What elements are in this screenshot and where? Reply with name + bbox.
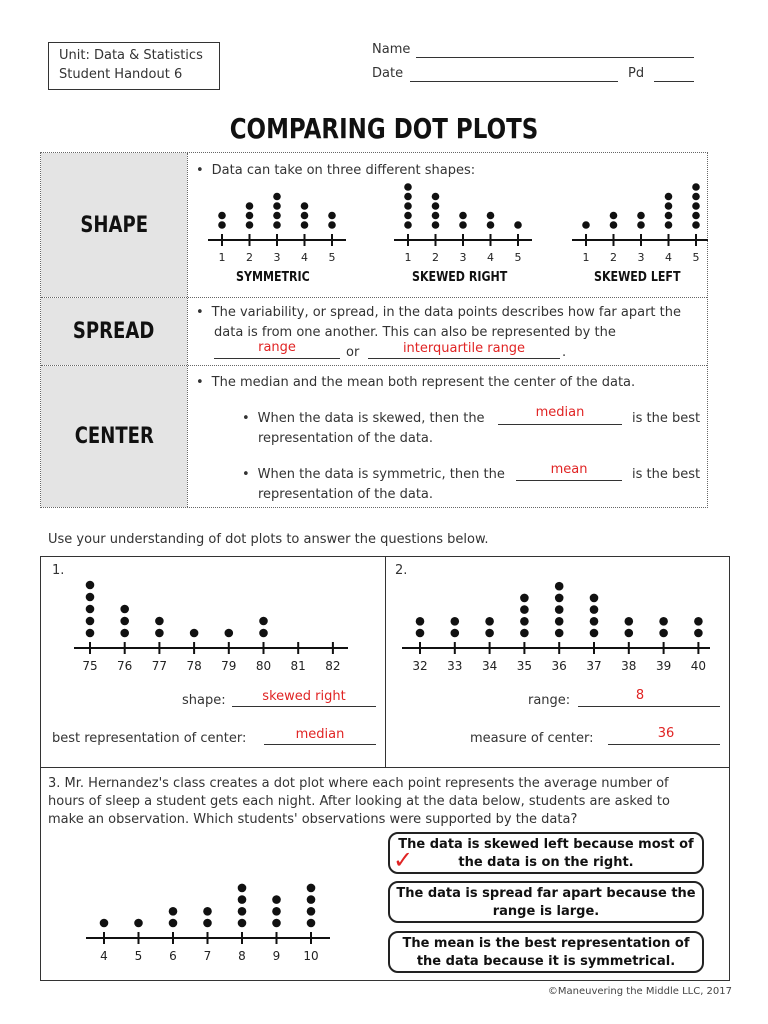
date-field[interactable] (410, 81, 618, 82)
shape-plot-1-dot (273, 193, 281, 201)
shape-plot-2-tick-label: 2 (432, 251, 439, 264)
q1-shape-blank (232, 706, 376, 707)
q3-dot (203, 907, 212, 916)
shape-plot-1-dot (328, 221, 336, 229)
q1-shape-answer: skewed right (262, 689, 346, 704)
q3-tick-label: 10 (303, 949, 319, 963)
instructions: Use your understanding of dot plots to answer the questions below. (48, 532, 489, 547)
q2-tick-label: 37 (586, 659, 602, 673)
q3-dot (100, 919, 109, 928)
shape-plot-3-dot (665, 202, 673, 210)
q3-dot-plot (78, 858, 340, 968)
shape-plot-1-dot (273, 212, 281, 220)
shape-plot-3-tick-label: 3 (637, 251, 645, 264)
q1-tick-label: 79 (221, 659, 237, 673)
shape-dot-plots (196, 178, 708, 266)
q1-dot (259, 617, 268, 626)
q2-tick-label: 39 (655, 659, 672, 673)
q3-option-1[interactable] (388, 832, 704, 874)
shape-plot-2-dot (404, 212, 412, 220)
q1-tick-label: 81 (290, 659, 306, 673)
shape-plot-2-tick-label: 5 (514, 251, 522, 264)
shape-plot-3-dot (637, 221, 645, 229)
q3-tick-label: 6 (169, 949, 177, 963)
center-intro: • The median and the mean both represent the center of the data. (196, 374, 635, 392)
shape-plot-1-dot (246, 221, 254, 229)
center-label: CENTER (74, 424, 154, 449)
q2-dot (659, 617, 668, 626)
q2-dot (485, 617, 494, 626)
shape-plot-2-dot (404, 221, 412, 229)
q1-dot (155, 629, 164, 638)
spread-blank-1 (214, 358, 340, 359)
q2-dot (659, 629, 668, 638)
spread-blank-2 (368, 358, 560, 359)
q2-center-blank (608, 744, 720, 745)
q3-dot (307, 884, 316, 893)
q2-dot (555, 617, 564, 626)
spread-line2: data is from one another. This can also be represented by the (214, 325, 616, 340)
q1-tick-label: 77 (151, 659, 168, 673)
q1-dot (120, 617, 129, 626)
shape-plot-2-dot (432, 221, 440, 229)
option-3-line1: The mean is the best representation of (402, 936, 690, 951)
shape-plot-1-tick-label: 5 (328, 251, 336, 264)
q1-dot (120, 605, 129, 614)
shape-plot-3-tick-label: 5 (692, 251, 700, 264)
option-1-line1: The data is skewed left because most of (398, 837, 694, 852)
q3-dot (307, 919, 316, 928)
q2-tick-label: 32 (412, 659, 428, 673)
row-divider (41, 297, 707, 298)
spread-label: SPREAD (73, 319, 155, 344)
shape-plot-2-dot (514, 221, 522, 229)
unit-line: Unit: Data & Statistics (59, 48, 203, 63)
q1-tick-label: 75 (82, 659, 98, 673)
shape-plot-1-tick-label: 2 (246, 251, 253, 264)
skewed-answer: median (535, 405, 585, 420)
q1-dot (86, 605, 95, 614)
q3-dot (307, 895, 316, 904)
q2-dot (451, 629, 460, 638)
q1-dot (86, 593, 95, 602)
q2-dot (416, 629, 425, 638)
shape-plot-3-tick-label: 2 (610, 251, 617, 264)
skewed-blank (498, 424, 622, 425)
q3-dot (238, 884, 247, 893)
q2-dot (520, 594, 529, 603)
q1-shape-label: shape: (182, 693, 226, 708)
q3-dot (272, 919, 281, 928)
shape-plot-1-tick-label: 4 (301, 251, 308, 264)
q2-dot (625, 617, 634, 626)
q2-dot (625, 629, 634, 638)
q3-line1: 3. Mr. Hernandez's class creates a dot plot where each point represents the average number of (48, 776, 669, 791)
shape-plot-2-dot (459, 221, 467, 229)
q2-dot (451, 617, 460, 626)
shape-plot-2-dot (487, 212, 495, 220)
shape-plot-1-dot (301, 202, 309, 210)
q3-dot (238, 919, 247, 928)
shape-plot-2-tick-label: 4 (487, 251, 494, 264)
q1-tick-label: 80 (255, 659, 272, 673)
q3-option-3[interactable] (388, 931, 704, 973)
shape-plot-3-dot (665, 193, 673, 201)
q2-center-label: measure of center: (470, 731, 594, 746)
date-label: Date (372, 66, 404, 81)
q2-dot (520, 605, 529, 614)
shape-plot-1-dot (301, 221, 309, 229)
q3-dot (203, 919, 212, 928)
shape-plot-2-dot (432, 202, 440, 210)
shape-intro: • Data can take on three different shapes: (196, 162, 475, 180)
shape-plot-2-dot (432, 212, 440, 220)
symmetric-sentence-line2: representation of the data. (258, 487, 434, 502)
q2-dot (555, 594, 564, 603)
symmetric-answer: mean (550, 462, 588, 477)
shape-plot-3-dot (692, 202, 700, 210)
shape-plot-2-tick-label: 3 (459, 251, 467, 264)
q3-line3: make an observation. Which students' observations were supported by the data? (48, 812, 578, 827)
shape-plot-1-dot (218, 221, 226, 229)
q2-dot (520, 629, 529, 638)
pd-field[interactable] (654, 81, 694, 82)
shape-label-cell (41, 153, 187, 297)
option-3-line2: the data because it is symmetrical. (416, 954, 676, 969)
q1-center-label: best representation of center: (52, 731, 247, 746)
q1-center-blank (264, 744, 376, 745)
q3-tick-label: 7 (203, 949, 212, 963)
q2-dot (590, 594, 599, 603)
q2-tick-label: 38 (621, 659, 637, 673)
skewed-sentence-pre: • When the data is skewed, then the (242, 410, 485, 428)
shape-plot-3-dot (610, 212, 618, 220)
symmetric-label: SYMMETRIC (236, 270, 310, 285)
option-2-line2: range is large. (492, 904, 600, 919)
q2-tick-label: 40 (690, 659, 707, 673)
shape-plot-1-dot (273, 221, 281, 229)
spread-answer-1: range (258, 340, 296, 355)
period-text: . (562, 345, 567, 360)
shape-plot-1-tick-label: 1 (218, 251, 226, 264)
q2-dot-plot (398, 560, 718, 680)
shape-plot-1-dot (218, 212, 226, 220)
row-divider (41, 365, 707, 366)
q2-dot (520, 617, 529, 626)
shape-plot-2-dot (404, 202, 412, 210)
shape-plot-2-dot (404, 183, 412, 191)
shape-plot-1-dot (328, 212, 336, 220)
shape-plot-1-dot (301, 212, 309, 220)
skewed-sentence-line2: representation of the data. (258, 431, 434, 446)
shape-plot-3-tick-label: 4 (665, 251, 672, 264)
shape-plot-2-dot (404, 193, 412, 201)
q2-number: 2. (395, 563, 408, 578)
q2-dot (555, 629, 564, 638)
unit-box (48, 42, 220, 90)
q2-dot (590, 605, 599, 614)
q3-tick-label: 5 (134, 949, 143, 963)
q2-dot (694, 629, 703, 638)
q1-dot-plot (70, 560, 360, 680)
shape-plot-3-dot (692, 221, 700, 229)
q1-dot (86, 629, 95, 638)
shape-plot-3-dot (665, 221, 673, 229)
shape-plot-2-dot (432, 193, 440, 201)
skewed-sentence-post: is the best (632, 411, 701, 426)
column-divider (187, 153, 188, 507)
check-mark-icon: ✓ (393, 846, 414, 874)
q2-center-answer: 36 (657, 726, 675, 741)
q1-dot (86, 617, 95, 626)
name-label: Name (372, 42, 411, 57)
shape-plot-1-dot (246, 212, 254, 220)
page-title: COMPARING DOT PLOTS (229, 112, 539, 145)
q1-dot (190, 629, 199, 638)
shape-plot-2-dot (459, 212, 467, 220)
q1-tick-label: 76 (117, 659, 133, 673)
shape-plot-1-tick-label: 3 (273, 251, 281, 264)
symmetric-sentence-post: is the best (632, 467, 701, 482)
spread-label-cell (41, 298, 187, 365)
shape-plot-3-dot (610, 221, 618, 229)
q1-dot (225, 629, 234, 638)
name-field[interactable] (416, 57, 694, 58)
center-label-cell (41, 366, 187, 507)
pd-label: Pd (628, 66, 645, 81)
spread-line1: • The variability, or spread, in the data points describes how far apart the (196, 304, 681, 322)
q2-dot (555, 582, 564, 591)
q1-dot (155, 617, 164, 626)
q2-tick-label: 34 (481, 659, 498, 673)
q2-dot (555, 605, 564, 614)
q1-tick-label: 78 (186, 659, 202, 673)
option-1-line2: the data is on the right. (458, 855, 634, 870)
shape-plot-3-dot (582, 221, 590, 229)
q3-dot (272, 907, 281, 916)
q3-dot (272, 895, 281, 904)
q2-dot (485, 629, 494, 638)
shape-plot-3-tick-label: 1 (582, 251, 590, 264)
q2-tick-label: 35 (516, 659, 533, 673)
q3-dot (134, 919, 143, 928)
shape-plot-3-dot (665, 212, 673, 220)
spread-answer-2: interquartile range (402, 341, 526, 356)
skewed-left-label: SKEWED LEFT (594, 270, 681, 285)
q2-range-answer: 8 (635, 688, 645, 703)
shape-plot-3-dot (637, 212, 645, 220)
shape-plot-2-dot (487, 221, 495, 229)
q3-tick-label: 9 (272, 949, 281, 963)
shape-label: SHAPE (80, 212, 148, 238)
q1-dot (259, 629, 268, 638)
footer-copyright: ©Maneuvering the Middle LLC, 2017 (547, 986, 732, 997)
q2-dot (694, 617, 703, 626)
shape-plot-3-dot (692, 183, 700, 191)
shape-plot-2-tick-label: 1 (404, 251, 412, 264)
q3-line2: hours of sleep a student gets each night. After looking at the data below, students are asked to (48, 794, 670, 809)
handout-line: Student Handout 6 (59, 67, 183, 82)
shape-plot-3-dot (692, 212, 700, 220)
q1-number: 1. (52, 563, 65, 578)
q2-tick-label: 33 (447, 659, 463, 673)
q3-dot (307, 907, 316, 916)
or-text: or (346, 345, 360, 360)
q2-range-label: range: (528, 693, 571, 708)
q2-dot (590, 617, 599, 626)
q2-range-blank (578, 706, 720, 707)
shape-plot-1-dot (273, 202, 281, 210)
q3-tick-label: 8 (238, 949, 246, 963)
q1-tick-label: 82 (325, 659, 341, 673)
option-2-line1: The data is spread far apart because the (396, 886, 696, 901)
q2-dot (416, 617, 425, 626)
q3-dot (238, 907, 247, 916)
q1-dot (86, 581, 95, 590)
q3-tick-label: 4 (100, 949, 108, 963)
shape-plot-1-dot (246, 202, 254, 210)
q2-tick-label: 36 (551, 659, 567, 673)
shape-plot-3-dot (692, 193, 700, 201)
q3-dot (169, 907, 178, 916)
symmetric-blank (516, 480, 622, 481)
q1-center-answer: median (295, 727, 345, 742)
q2-dot (590, 629, 599, 638)
q3-dot (238, 895, 247, 904)
q1-dot (120, 629, 129, 638)
symmetric-sentence-pre: • When the data is symmetric, then the (242, 466, 505, 484)
q3-option-2[interactable] (388, 881, 704, 923)
skewed-right-label: SKEWED RIGHT (412, 270, 508, 285)
q3-dot (169, 919, 178, 928)
